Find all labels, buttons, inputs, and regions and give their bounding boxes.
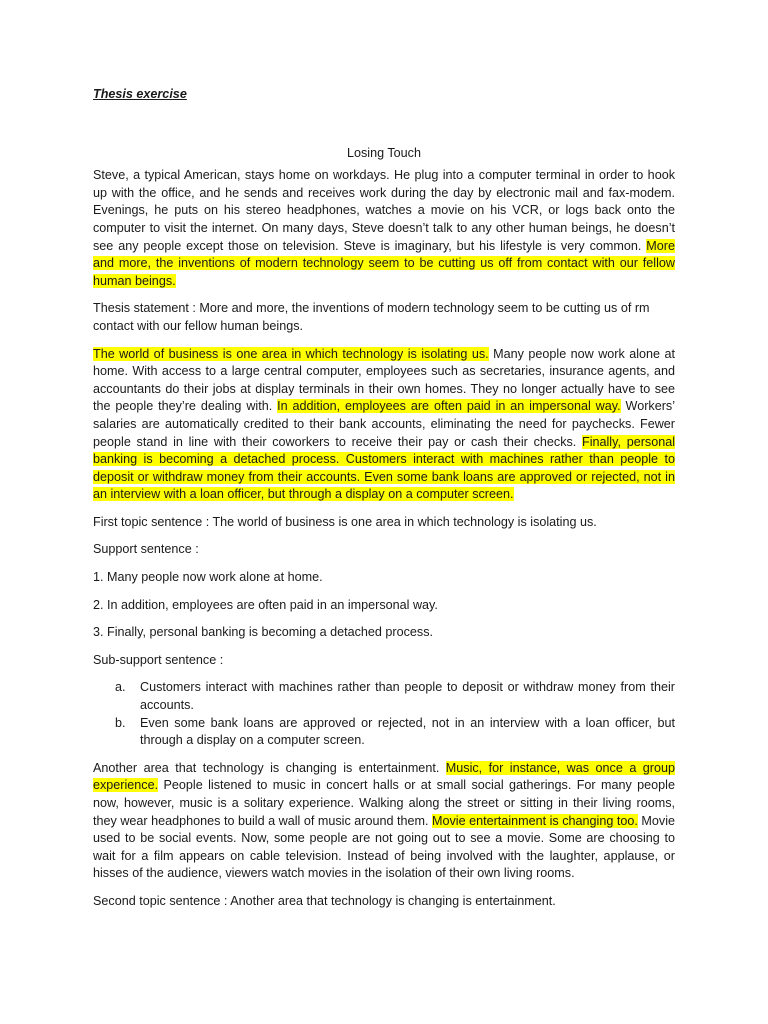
thesis-highlight: More and more, the inventions of modern technology seem to be cutting us off from contact with our fellow human beings. xyxy=(93,238,675,288)
list-marker-a: a. xyxy=(115,680,126,695)
list-marker-b: b. xyxy=(115,715,126,730)
subsupport-text-b: Even some bank loans are approved or rejected, not in an interview with a loan officer, but through a display on a computer screen. xyxy=(140,715,675,748)
intro-paragraph xyxy=(93,167,675,290)
support-label: Support sentence : xyxy=(93,542,199,557)
subsupport-label: Sub-support sentence : xyxy=(93,652,224,667)
support-item-3: 3. Finally, personal banking is becoming a detached process. xyxy=(93,625,433,640)
support-item-2: 2. In addition, employees are often paid in an impersonal way. xyxy=(93,597,438,612)
business-paragraph xyxy=(93,346,675,504)
subsupport-list xyxy=(93,679,675,749)
entertainment-paragraph xyxy=(93,760,675,883)
entertainment-text-1: Another area that technology is changing is entertainment. xyxy=(93,760,446,775)
exercise-title: Thesis exercise xyxy=(93,87,187,101)
thesis-statement: Thesis statement : More and more, the inventions of modern technology seem to be cutting us of rm contact with our fellow human beings. xyxy=(93,301,650,333)
first-topic-sentence: First topic sentence : The world of business is one area in which technology is isolating us. xyxy=(93,514,597,529)
support-highlight-2: In addition, employees are often paid in an impersonal way. xyxy=(277,399,621,414)
entertainment-text-3: Movie used to be social events. Now, some people are not going out to see a movie. Some are choosing to wait for a film appears on cable television. Instead of being involved with the laughter, applause, or hisses of the audience, viewers watch movies in the isolation of their own living rooms. xyxy=(93,813,675,881)
essay-title: Losing Touch xyxy=(347,145,421,160)
business-text-1: Many people now work alone at home. With access to a large central computer, employees such as secretaries, insurance agents, and accountants do their jobs at display terminals in their own homes. They no longer actually have to see the people they’re dealing with. xyxy=(93,346,675,414)
subsupport-text-a: Customers interact with machines rather than people to deposit or withdraw money from their accounts. xyxy=(140,680,675,713)
movie-highlight: Movie entertainment is changing too. xyxy=(432,813,638,828)
topic-highlight-1: The world of business is one area in which technology is isolating us. xyxy=(93,346,489,361)
subsupport-item-a xyxy=(93,679,675,714)
support-highlight-3: Finally, personal banking is becoming a detached process. Customers interact with machines rather than people to deposit or withdraw money from their accounts. Even some bank loans are approved or rejected, not in an interview with a loan officer, but through a display on a computer screen. xyxy=(93,434,675,502)
music-highlight: Music, for instance, was once a group experience. xyxy=(93,760,676,793)
entertainment-text-2: People listened to music in concert halls or at small social gatherings. For many people now, however, music is a solitary experience. Walking along the street or sitting in their living rooms, they wear headphones to build a wall of music around them. xyxy=(93,778,675,828)
intro-text: Steve, a typical American, stays home on workdays. He plug into a computer terminal in order to hook up with the office, and he sends and receives work during the day by electronic mail and fax-modem. Evenings, he puts on his stereo headphones, watches a movie on his VCR, or logs back onto the computer to visit the internet. On many days, Steve doesn’t talk to any other human beings, he doesn’t see any people except those on television. Steve is imaginary, but his lifestyle is very common. xyxy=(93,168,675,253)
subsupport-item-b xyxy=(93,715,675,750)
support-item-1: 1. Many people now work alone at home. xyxy=(93,570,323,585)
business-text-2: Workers’ salaries are automatically credited to their bank accounts, eliminating the need for paychecks. Fewer people stand in line with their coworkers to receive their pay or cash their checks. xyxy=(93,399,675,449)
second-topic-sentence: Second topic sentence : Another area that technology is changing is entertainment. xyxy=(93,893,556,908)
